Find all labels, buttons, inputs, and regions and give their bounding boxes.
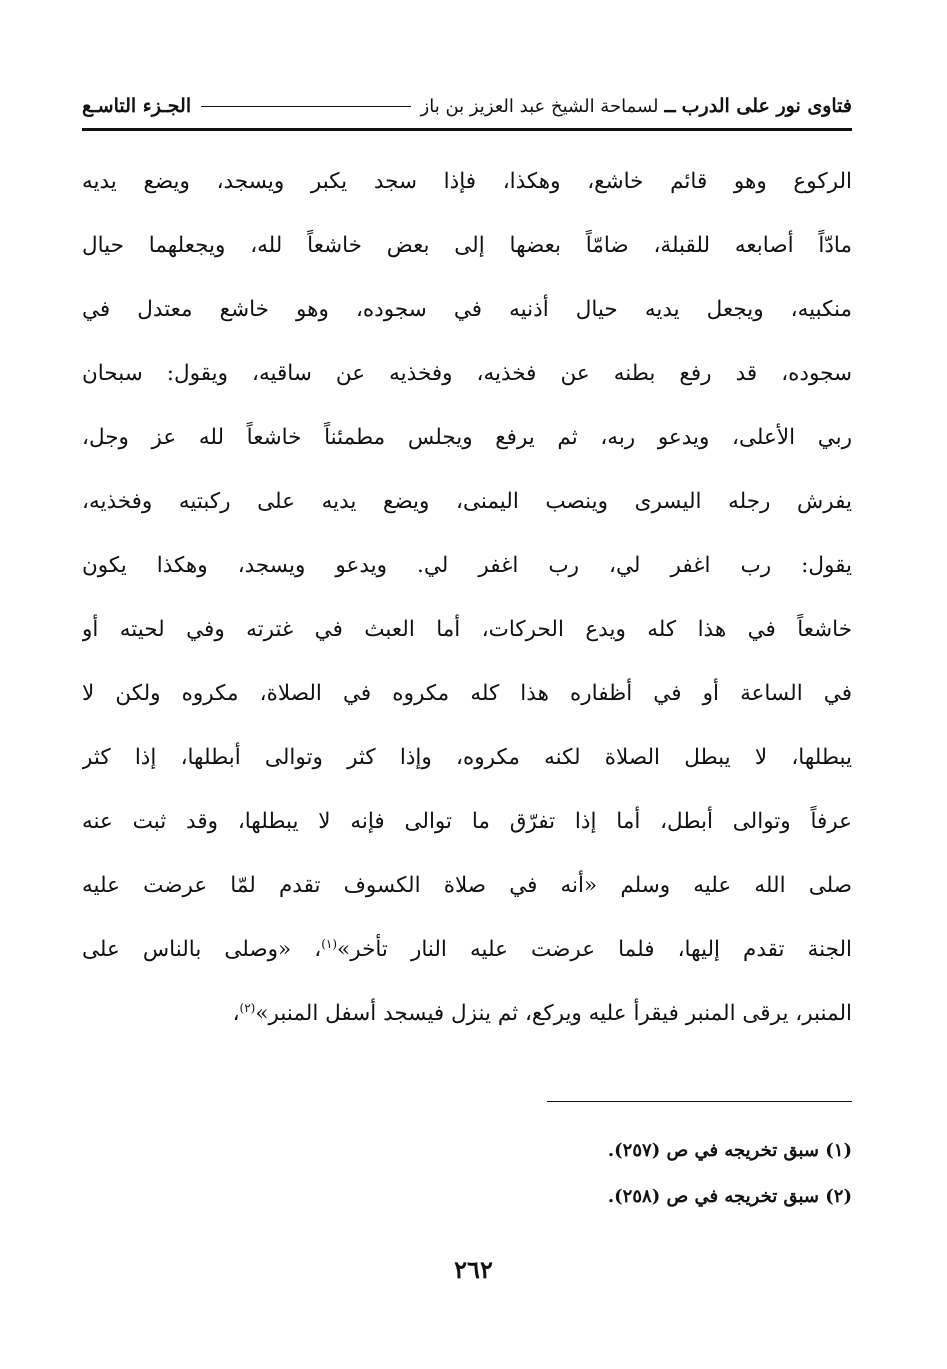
footnote-item: (١) سبق تخريجه في ص (٢٥٧). xyxy=(607,1140,852,1161)
text-line: يبطلها، لا يبطل الصلاة لكنه مكروه، وإذا كثر وتوالى أبطلها، إذا كثر xyxy=(82,745,852,770)
text-fragment: ، xyxy=(232,1001,240,1026)
text-fragment: ، «وصلى بالناس على xyxy=(82,937,322,962)
book-author: لسماحة الشيخ عبد العزيز بن باز xyxy=(420,95,659,117)
main-text xyxy=(82,150,852,1046)
header-rule xyxy=(201,106,410,107)
text-line: الركوع وهو قائم خاشع، وهكذا، فإذا سجد يكبر ويسجد، ويضع يديه xyxy=(82,169,852,194)
footnotes xyxy=(152,1128,852,1220)
text-fragment: الجنة تقدم إليها، فلما عرضت عليه النار تأخر» xyxy=(337,937,852,962)
header-separator: ــ xyxy=(664,95,676,117)
text-line: يفرش رجله اليسرى وينصب اليمنى، ويضع يديه على ركبتيه وفخذيه، xyxy=(82,489,852,514)
text-line: عرفاً وتوالى أبطل، أما إذا تفرّق ما توالى فإنه لا يبطلها، وقد ثبت عنه xyxy=(82,809,852,834)
text-line: خاشعاً في هذا كله ويدع الحركات، أما العبث في غترته وفي لحيته أو xyxy=(82,617,852,642)
page-number: ٢٦٢ xyxy=(454,1255,493,1284)
text-line xyxy=(82,918,852,982)
footnote-separator xyxy=(547,1101,852,1102)
text-line xyxy=(82,982,852,1046)
text-fragment: المنبر، يرقى المنبر فيقرأ عليه ويركع، ثم ينزل فيسجد أسفل المنبر» xyxy=(255,1001,852,1026)
footnote-reference: (١) xyxy=(321,936,338,951)
text-line: صلى الله عليه وسلم «أنه في صلاة الكسوف تقدم لمّا عرضت عليه xyxy=(82,873,852,898)
text-line: منكبيه، ويجعل يديه حيال أذنيه في سجوده، وهو خاشع معتدل في xyxy=(82,297,852,322)
text-line: يقول: رب اغفر لي، رب اغفر لي. ويدعو ويسجد، وهكذا يكون xyxy=(82,553,852,578)
running-header xyxy=(82,84,852,131)
text-line: مادّاً أصابعه للقبلة، ضامّاً بعضها إلى بعض خاشعاً لله، ويجعلهما حيال xyxy=(82,233,852,258)
text-line: ربي الأعلى، ويدعو ربه، ثم يرفع ويجلس مطمئناً خاشعاً لله عز وجل، xyxy=(82,425,852,450)
footnote-reference: (٢) xyxy=(239,1000,256,1015)
book-title: فتاوى نور على الدرب xyxy=(681,95,852,117)
footnote-item: (٢) سبق تخريجه في ص (٢٥٨). xyxy=(607,1186,852,1207)
volume-label: الجـزء التاسـع xyxy=(82,95,192,117)
text-line: في الساعة أو في أظفاره هذا كله مكروه في الصلاة، مكروه ولكن لا xyxy=(82,681,852,706)
text-line: سجوده، قد رفع بطنه عن فخذيه، وفخذيه عن ساقيه، ويقول: سبحان xyxy=(82,361,852,386)
